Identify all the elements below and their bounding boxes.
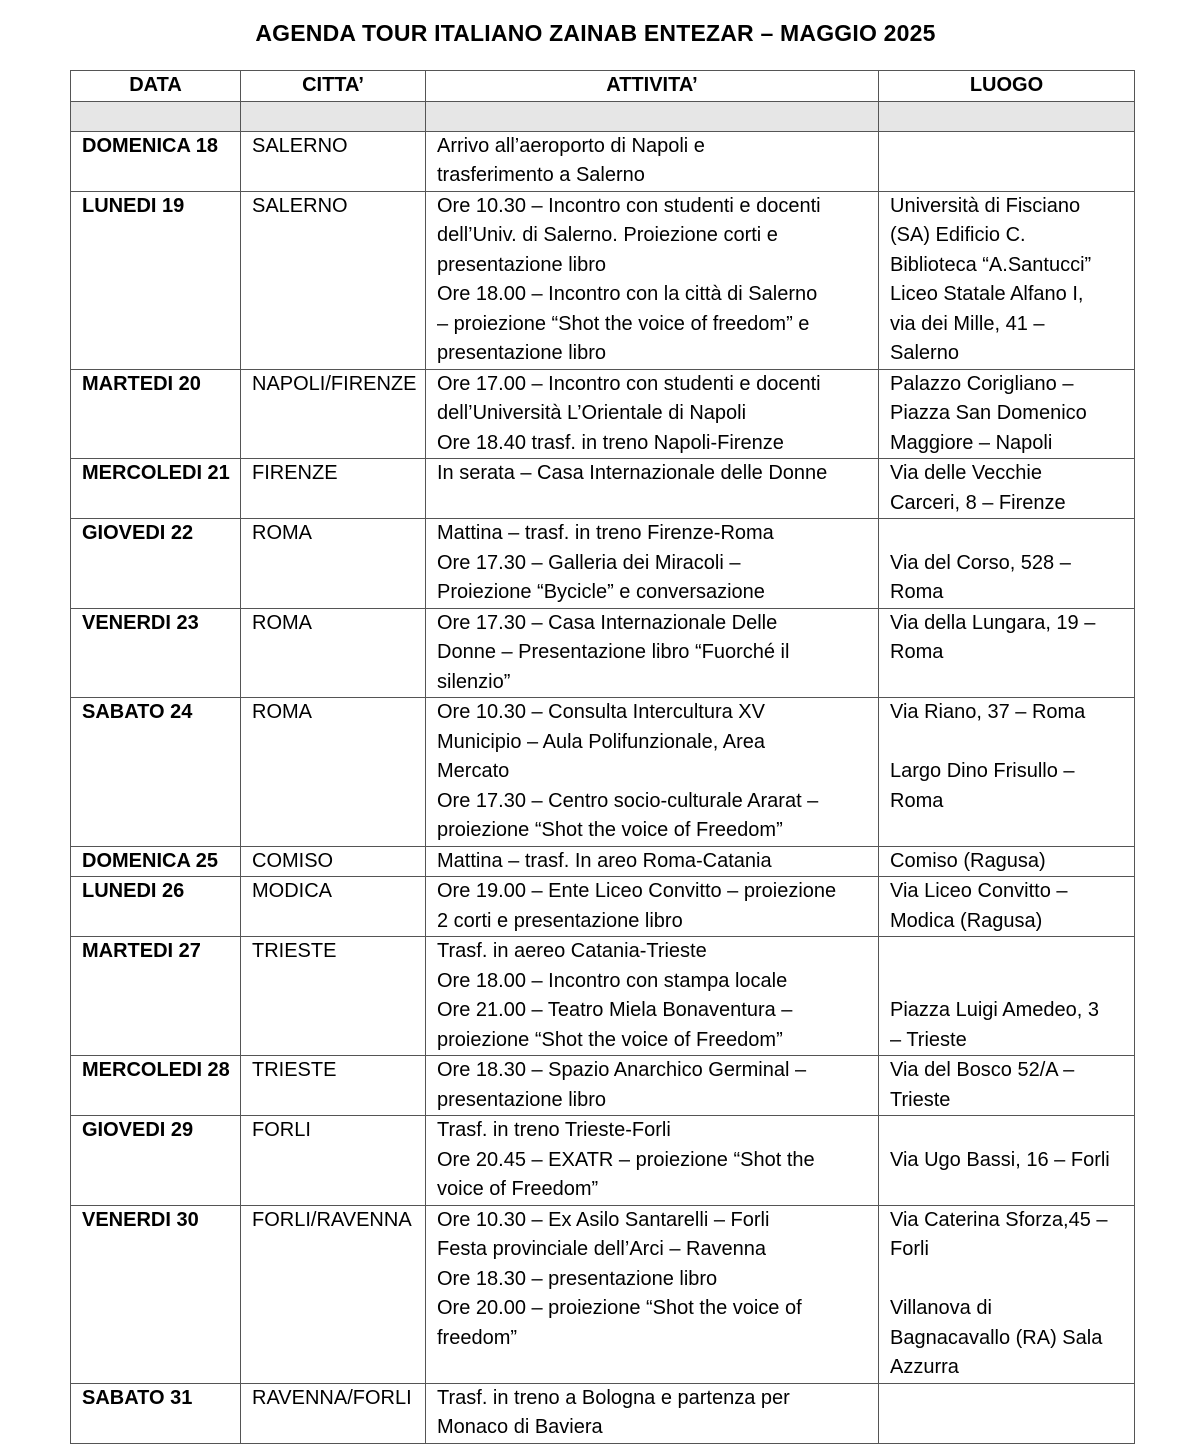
cell-city: ROMA — [241, 608, 426, 698]
table-row — [71, 191, 1135, 369]
cell-activity-line: – proiezione “Shot the voice of freedom” e — [437, 312, 810, 335]
cell-place-line: Piazza San Domenico — [890, 402, 1087, 424]
cell-place — [879, 1056, 1135, 1116]
table-row — [71, 131, 1135, 191]
cell-place-line — [890, 937, 1124, 967]
cell-date: LUNEDI 19 — [71, 191, 241, 369]
cell-activity — [426, 698, 879, 847]
cell-place-line: Roma — [890, 581, 944, 603]
spacer-cell — [879, 101, 1135, 131]
cell-activity — [426, 608, 879, 698]
cell-place — [879, 369, 1135, 459]
cell-place-line: Villanova di — [890, 1297, 992, 1319]
cell-date: DOMENICA 25 — [71, 846, 241, 877]
table-row — [71, 459, 1135, 519]
cell-activity-line: Proiezione “Bycicle” e conversazione — [437, 581, 765, 603]
table-row — [71, 698, 1135, 847]
cell-date: MERCOLEDI 28 — [71, 1056, 241, 1116]
shaded-spacer-row — [71, 101, 1135, 131]
cell-place-line: Trieste — [890, 1088, 951, 1111]
cell-city: ROMA — [241, 698, 426, 847]
cell-activity-line: 2 corti e presentazione libro — [437, 909, 683, 932]
cell-city: RAVENNA/FORLI — [241, 1383, 426, 1443]
cell-place-line: Liceo Statale Alfano I, — [890, 283, 1084, 305]
agenda-body — [71, 131, 1135, 1443]
cell-place — [879, 937, 1135, 1056]
cell-place-line: Modica (Ragusa) — [890, 909, 1043, 932]
cell-activity-line: presentazione libro — [437, 253, 606, 276]
cell-activity-line: Donne – Presentazione libro “Fuorché il — [437, 641, 790, 663]
cell-activity-line: Ore 18.40 trasf. in treno Napoli-Firenze — [437, 431, 784, 454]
cell-activity — [426, 1383, 879, 1443]
cell-activity — [426, 937, 879, 1056]
cell-activity-line: Ore 18.00 – Incontro con la città di Salerno — [437, 283, 818, 305]
cell-place-line — [890, 519, 1124, 549]
cell-place-line: Via Liceo Convitto – — [890, 880, 1068, 902]
cell-date: GIOVEDI 29 — [71, 1116, 241, 1206]
cell-city: FORLI/RAVENNA — [241, 1205, 426, 1383]
cell-place-line: Via della Lungara, 19 – — [890, 611, 1096, 634]
cell-activity-line: Ore 10.30 – Incontro con studenti e docenti — [437, 194, 821, 217]
cell-activity-line: dell’Università L’Orientale di Napoli — [437, 402, 747, 424]
cell-activity-line: In serata – Casa Internazionale delle Donne — [437, 462, 828, 484]
cell-place — [879, 608, 1135, 698]
cell-activity-line: presentazione libro — [437, 1088, 606, 1111]
cell-city: TRIESTE — [241, 937, 426, 1056]
cell-place-line: Largo Dino Frisullo – — [890, 760, 1075, 782]
cell-place — [879, 191, 1135, 369]
cell-place-line — [890, 1265, 1124, 1295]
cell-activity-line: Ore 10.30 – Ex Asilo Santarelli – Forli — [437, 1208, 770, 1231]
table-row — [71, 846, 1135, 877]
cell-activity — [426, 1056, 879, 1116]
cell-place-line — [890, 728, 1124, 758]
cell-activity-line: Ore 20.45 – EXATR – proiezione “Shot the — [437, 1148, 815, 1171]
cell-place-line: Via Ugo Bassi, 16 – Forli — [890, 1148, 1110, 1171]
cell-place-line — [890, 967, 1124, 997]
cell-city: FORLI — [241, 1116, 426, 1206]
cell-place-line: Via Riano, 37 – Roma — [890, 701, 1086, 723]
cell-activity-line: freedom” — [437, 1326, 518, 1349]
cell-place-line — [890, 1116, 1124, 1146]
spacer-cell — [241, 101, 426, 131]
header-citta: CITTA’ — [241, 71, 426, 102]
cell-city: FIRENZE — [241, 459, 426, 519]
header-row — [71, 71, 1135, 102]
cell-activity-line: Trasf. in treno a Bologna e partenza per — [437, 1386, 790, 1409]
cell-place-line: Salerno — [890, 342, 959, 364]
cell-place — [879, 519, 1135, 609]
cell-activity — [426, 191, 879, 369]
cell-activity-line: Ore 18.00 – Incontro con stampa locale — [437, 969, 788, 992]
cell-activity-line: Festa provinciale dell’Arci – Ravenna — [437, 1238, 767, 1260]
cell-place-line: via dei Mille, 41 – — [890, 312, 1045, 335]
cell-city: NAPOLI/FIRENZE — [241, 369, 426, 459]
cell-place-line: Forli — [890, 1238, 929, 1260]
cell-date: LUNEDI 26 — [71, 877, 241, 937]
cell-place-line: – Trieste — [890, 1028, 967, 1051]
cell-activity-line: Ore 20.00 – proiezione “Shot the voice of — [437, 1297, 802, 1319]
cell-place-line: Azzurra — [890, 1356, 959, 1378]
header-luogo: LUOGO — [879, 71, 1135, 102]
table-row — [71, 937, 1135, 1056]
cell-activity — [426, 1116, 879, 1206]
cell-activity-line: trasferimento a Salerno — [437, 164, 645, 186]
spacer-cell — [71, 101, 241, 131]
cell-date: MARTEDI 20 — [71, 369, 241, 459]
cell-place-line: Maggiore – Napoli — [890, 431, 1053, 454]
cell-place-line: Roma — [890, 641, 944, 663]
cell-city: SALERNO — [241, 131, 426, 191]
header-data: DATA — [71, 71, 241, 102]
cell-place-line: Biblioteca “A.Santucci” — [890, 253, 1092, 276]
cell-date: VENERDI 23 — [71, 608, 241, 698]
cell-place-line: Palazzo Corigliano – — [890, 372, 1074, 395]
table-row — [71, 877, 1135, 937]
cell-activity-line: voice of Freedom” — [437, 1178, 599, 1200]
cell-place-line: Via del Corso, 528 – — [890, 551, 1071, 574]
cell-activity-line: Ore 18.30 – Spazio Anarchico Germinal – — [437, 1059, 807, 1081]
cell-activity-line: Mattina – trasf. in treno Firenze-Roma — [437, 522, 774, 544]
cell-activity — [426, 519, 879, 609]
cell-date: MARTEDI 27 — [71, 937, 241, 1056]
cell-activity-line: Mattina – trasf. In areo Roma-Catania — [437, 849, 772, 872]
cell-place-line: Carceri, 8 – Firenze — [890, 491, 1066, 514]
cell-activity-line: Ore 17.30 – Casa Internazionale Delle — [437, 611, 778, 634]
cell-activity-line: Arrivo all’aeroporto di Napoli e — [437, 134, 705, 157]
table-row — [71, 1056, 1135, 1116]
cell-activity-line: presentazione libro — [437, 342, 606, 364]
cell-place-line: Roma — [890, 789, 944, 812]
cell-activity-line: Ore 17.30 – Galleria dei Miracoli – — [437, 551, 741, 574]
cell-place — [879, 1383, 1135, 1443]
cell-place — [879, 459, 1135, 519]
cell-date: VENERDI 30 — [71, 1205, 241, 1383]
cell-activity — [426, 877, 879, 937]
cell-date: DOMENICA 18 — [71, 131, 241, 191]
cell-place-line: Via Caterina Sforza,45 – — [890, 1208, 1108, 1231]
cell-place-line: Piazza Luigi Amedeo, 3 — [890, 999, 1100, 1021]
spacer-cell — [426, 101, 879, 131]
table-row — [71, 1383, 1135, 1443]
table-row — [71, 369, 1135, 459]
cell-place — [879, 877, 1135, 937]
table-row — [71, 608, 1135, 698]
cell-date: MERCOLEDI 21 — [71, 459, 241, 519]
cell-place-line: Università di Fisciano — [890, 194, 1081, 217]
cell-date: SABATO 24 — [71, 698, 241, 847]
cell-activity-line: silenzio” — [437, 670, 511, 693]
cell-city: TRIESTE — [241, 1056, 426, 1116]
cell-place — [879, 698, 1135, 847]
cell-activity-line: proiezione “Shot the voice of Freedom” — [437, 1028, 783, 1051]
cell-place — [879, 131, 1135, 191]
cell-place-line: Bagnacavallo (RA) Sala — [890, 1326, 1103, 1349]
cell-activity — [426, 459, 879, 519]
cell-city: MODICA — [241, 877, 426, 937]
cell-place-line: Comiso (Ragusa) — [890, 849, 1046, 872]
cell-place — [879, 846, 1135, 877]
cell-activity — [426, 846, 879, 877]
cell-activity — [426, 369, 879, 459]
cell-activity-line: Ore 17.00 – Incontro con studenti e docenti — [437, 372, 821, 395]
cell-activity — [426, 131, 879, 191]
cell-city: COMISO — [241, 846, 426, 877]
cell-activity-line: Municipio – Aula Polifunzionale, Area — [437, 730, 765, 753]
cell-place — [879, 1116, 1135, 1206]
cell-activity-line: Ore 18.30 – presentazione libro — [437, 1267, 718, 1290]
cell-activity-line: Ore 17.30 – Centro socio-culturale Ararat – — [437, 789, 819, 812]
cell-activity-line: Ore 19.00 – Ente Liceo Convitto – proiezione — [437, 880, 837, 902]
cell-activity-line: proiezione “Shot the voice of Freedom” — [437, 819, 783, 841]
header-attivita: ATTIVITA’ — [426, 71, 879, 102]
cell-activity-line: Mercato — [437, 760, 510, 782]
cell-activity — [426, 1205, 879, 1383]
cell-activity-line: dell’Univ. di Salerno. Proiezione corti e — [437, 224, 778, 246]
cell-activity-line: Monaco di Baviera — [437, 1416, 603, 1438]
cell-place-line: (SA) Edificio C. — [890, 224, 1026, 246]
cell-date: GIOVEDI 22 — [71, 519, 241, 609]
cell-activity-line: Trasf. in treno Trieste-Forli — [437, 1119, 671, 1141]
cell-place-line: Via del Bosco 52/A – — [890, 1059, 1075, 1081]
table-row — [71, 1205, 1135, 1383]
cell-activity-line: Ore 21.00 – Teatro Miela Bonaventura – — [437, 999, 793, 1021]
cell-city: ROMA — [241, 519, 426, 609]
page-title: AGENDA TOUR ITALIANO ZAINAB ENTEZAR – MAGGIO 2025 — [255, 20, 936, 46]
agenda-table — [70, 70, 1135, 1444]
cell-city: SALERNO — [241, 191, 426, 369]
cell-place-line: Via delle Vecchie — [890, 462, 1042, 484]
cell-activity-line: Trasf. in aereo Catania-Trieste — [437, 940, 707, 962]
table-row — [71, 1116, 1135, 1206]
cell-place — [879, 1205, 1135, 1383]
table-row — [71, 519, 1135, 609]
cell-activity-line: Ore 10.30 – Consulta Intercultura XV — [437, 701, 765, 723]
cell-date: SABATO 31 — [71, 1383, 241, 1443]
